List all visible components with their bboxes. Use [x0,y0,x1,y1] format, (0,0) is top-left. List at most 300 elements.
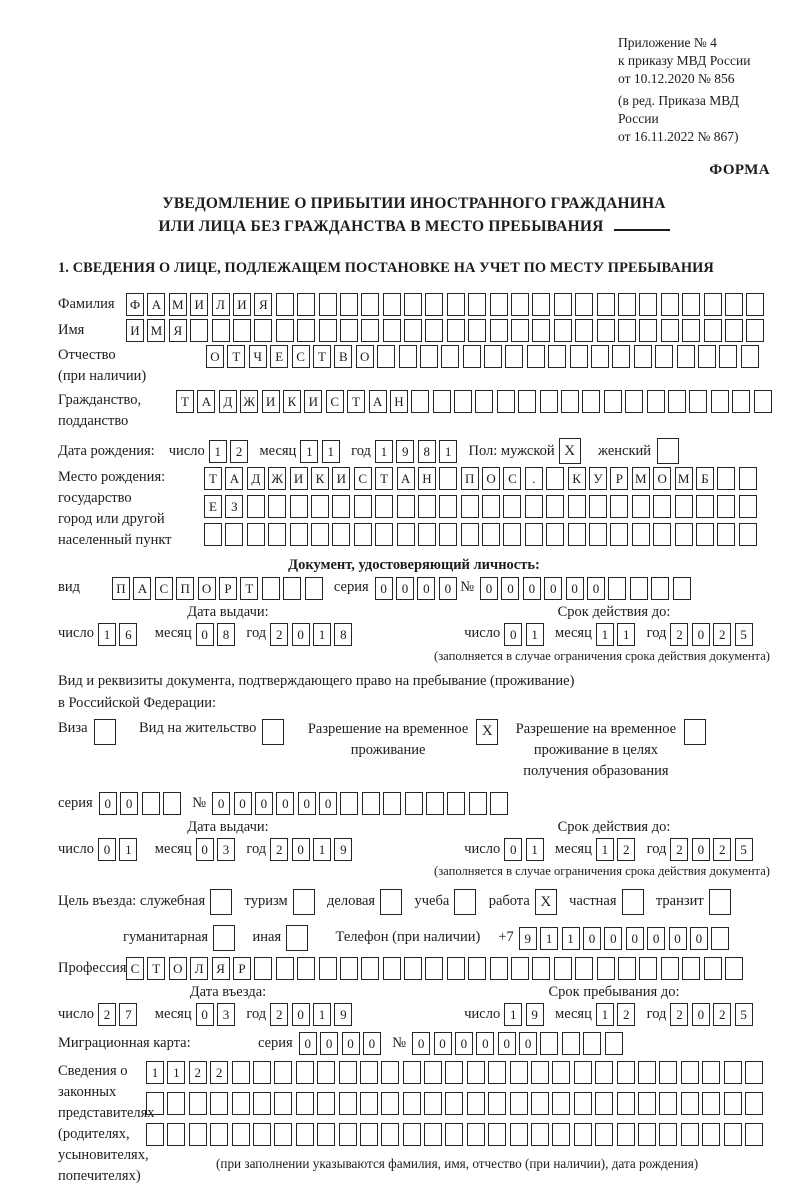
char-box[interactable]: 0 [196,623,214,646]
char-box[interactable]: О [169,957,187,980]
char-box[interactable]: 0 [298,792,316,815]
char-box[interactable]: 0 [480,577,498,600]
char-box[interactable] [610,523,628,546]
char-box[interactable] [657,438,679,464]
char-box[interactable] [146,1092,164,1115]
char-box[interactable] [597,957,615,980]
char-box[interactable]: П [176,577,194,600]
birth-place-row1-boxes[interactable] [204,467,760,490]
char-box[interactable]: Д [219,390,237,413]
work-checkbox[interactable] [535,889,560,915]
char-box[interactable] [283,577,301,600]
char-box[interactable] [510,1092,528,1115]
char-box[interactable]: И [233,293,251,316]
char-box[interactable] [311,523,329,546]
char-box[interactable] [361,319,379,342]
official-checkbox[interactable] [210,889,235,915]
birth-month-boxes[interactable] [300,440,343,463]
char-box[interactable]: З [225,495,243,518]
char-box[interactable] [488,1061,506,1084]
char-box[interactable]: 0 [196,1003,214,1026]
char-box[interactable] [661,319,679,342]
char-box[interactable]: Е [204,495,222,518]
char-box[interactable]: 7 [119,1003,137,1026]
char-box[interactable]: М [147,319,165,342]
char-box[interactable] [622,889,644,915]
char-box[interactable] [439,523,457,546]
char-box[interactable] [746,293,764,316]
stay-year-boxes[interactable] [670,1003,756,1026]
char-box[interactable] [213,925,235,951]
res-issue-month-boxes[interactable] [196,838,239,861]
char-box[interactable]: М [632,467,650,490]
char-box[interactable] [397,523,415,546]
char-box[interactable] [399,345,417,368]
char-box[interactable] [247,495,265,518]
char-box[interactable] [362,792,380,815]
char-box[interactable] [424,1061,442,1084]
char-box[interactable] [597,293,615,316]
char-box[interactable]: 0 [396,577,414,600]
char-box[interactable] [490,293,508,316]
char-box[interactable] [340,293,358,316]
char-box[interactable] [618,319,636,342]
char-box[interactable]: 8 [334,623,352,646]
char-box[interactable] [274,1061,292,1084]
char-box[interactable]: Я [254,293,272,316]
res-seriya-boxes[interactable] [99,792,185,815]
char-box[interactable] [290,523,308,546]
char-box[interactable]: А [147,293,165,316]
birth-place-row2-boxes[interactable] [204,495,760,518]
mig-seriya-boxes[interactable] [299,1032,385,1055]
business-checkbox[interactable] [380,889,405,915]
char-box[interactable] [597,319,615,342]
char-box[interactable] [681,1092,699,1115]
res-valid-year-boxes[interactable] [670,838,756,861]
char-box[interactable] [632,523,650,546]
char-box[interactable] [210,1092,228,1115]
char-box[interactable] [717,523,735,546]
char-box[interactable] [441,345,459,368]
char-box[interactable] [461,495,479,518]
char-box[interactable] [276,319,294,342]
char-box[interactable]: 9 [334,838,352,861]
char-box[interactable] [575,319,593,342]
char-box[interactable]: У [589,467,607,490]
char-box[interactable] [445,1061,463,1084]
char-box[interactable] [468,293,486,316]
char-box[interactable] [454,889,476,915]
char-box[interactable]: 2 [270,1003,288,1026]
entry-year-boxes[interactable] [270,1003,356,1026]
char-box[interactable] [317,1123,335,1146]
char-box[interactable] [293,889,315,915]
char-box[interactable]: К [283,390,301,413]
char-box[interactable] [482,495,500,518]
char-box[interactable] [268,523,286,546]
mig-num-boxes[interactable] [412,1032,626,1055]
char-box[interactable] [532,319,550,342]
char-box[interactable] [468,957,486,980]
char-box[interactable]: А [369,390,387,413]
char-box[interactable] [745,1061,763,1084]
char-box[interactable] [262,577,280,600]
char-box[interactable] [383,957,401,980]
char-box[interactable]: С [155,577,173,600]
char-box[interactable]: 2 [713,1003,731,1026]
char-box[interactable] [210,1123,228,1146]
char-box[interactable] [286,925,308,951]
char-box[interactable]: Б [696,467,714,490]
char-box[interactable] [552,1123,570,1146]
char-box[interactable]: 1 [596,623,614,646]
char-box[interactable]: С [503,467,521,490]
char-box[interactable]: Е [270,345,288,368]
char-box[interactable] [454,390,472,413]
char-box[interactable] [297,293,315,316]
stay-month-boxes[interactable] [596,1003,639,1026]
id-issue-year-boxes[interactable] [270,623,356,646]
char-box[interactable]: 0 [476,1032,494,1055]
id-valid-year-boxes[interactable] [670,623,756,646]
char-box[interactable] [595,1061,613,1084]
char-box[interactable] [497,390,515,413]
id-seriya-boxes[interactable] [375,577,461,600]
char-box[interactable] [511,319,529,342]
char-box[interactable] [630,577,648,600]
char-box[interactable]: X [535,889,557,915]
char-box[interactable] [463,345,481,368]
char-box[interactable]: Ж [268,467,286,490]
char-box[interactable]: 1 [119,838,137,861]
char-box[interactable] [447,319,465,342]
birth-day-boxes[interactable] [209,440,252,463]
char-box[interactable]: 2 [270,623,288,646]
char-box[interactable] [552,1061,570,1084]
temp-permit-checkbox[interactable] [476,719,501,745]
char-box[interactable] [433,390,451,413]
char-box[interactable] [574,1092,592,1115]
char-box[interactable] [574,1123,592,1146]
char-box[interactable] [568,523,586,546]
char-box[interactable] [554,319,572,342]
phone-boxes[interactable] [519,927,733,950]
char-box[interactable] [447,957,465,980]
char-box[interactable] [719,345,737,368]
char-box[interactable] [724,1123,742,1146]
entry-day-boxes[interactable] [98,1003,141,1026]
char-box[interactable] [568,495,586,518]
char-box[interactable] [404,293,422,316]
char-box[interactable]: 1 [98,623,116,646]
stay-day-boxes[interactable] [504,1003,547,1026]
char-box[interactable]: 0 [319,792,337,815]
char-box[interactable]: . [525,467,543,490]
char-box[interactable]: 5 [735,838,753,861]
char-box[interactable]: С [126,957,144,980]
char-box[interactable] [425,319,443,342]
char-box[interactable] [583,1032,601,1055]
char-box[interactable] [445,1092,463,1115]
char-box[interactable] [439,467,457,490]
char-box[interactable]: 0 [255,792,273,815]
char-box[interactable]: А [133,577,151,600]
char-box[interactable] [675,523,693,546]
char-box[interactable] [360,1061,378,1084]
char-box[interactable] [532,293,550,316]
char-box[interactable] [570,345,588,368]
char-box[interactable] [681,1123,699,1146]
char-box[interactable]: 0 [501,577,519,600]
char-box[interactable]: Т [313,345,331,368]
char-box[interactable] [381,1123,399,1146]
char-box[interactable]: Р [219,577,237,600]
res-issue-year-boxes[interactable] [270,838,356,861]
char-box[interactable]: В [334,345,352,368]
char-box[interactable]: 0 [690,927,708,950]
char-box[interactable]: 1 [596,1003,614,1026]
char-box[interactable] [546,495,564,518]
char-box[interactable]: 8 [217,623,235,646]
char-box[interactable] [618,293,636,316]
id-vid-boxes[interactable] [112,577,326,600]
char-box[interactable]: 1 [300,440,318,463]
char-box[interactable] [754,390,772,413]
char-box[interactable] [639,319,657,342]
citizenship-boxes[interactable] [176,390,775,413]
char-box[interactable] [426,792,444,815]
char-box[interactable] [511,293,529,316]
char-box[interactable] [488,1123,506,1146]
char-box[interactable]: 0 [692,838,710,861]
char-box[interactable]: 2 [617,838,635,861]
char-box[interactable] [403,1061,421,1084]
char-box[interactable]: Т [375,467,393,490]
char-box[interactable]: Р [610,467,628,490]
char-box[interactable] [340,792,358,815]
char-box[interactable] [532,957,550,980]
char-box[interactable]: Т [147,957,165,980]
char-box[interactable]: 0 [234,792,252,815]
char-box[interactable] [741,345,759,368]
other-checkbox[interactable] [286,925,311,951]
char-box[interactable]: 2 [189,1061,207,1084]
id-valid-month-boxes[interactable] [596,623,639,646]
char-box[interactable] [361,293,379,316]
char-box[interactable] [319,293,337,316]
char-box[interactable]: 1 [540,927,558,950]
char-box[interactable]: 3 [217,838,235,861]
char-box[interactable]: М [675,467,693,490]
char-box[interactable]: К [311,467,329,490]
char-box[interactable] [711,927,729,950]
char-box[interactable] [531,1092,549,1115]
char-box[interactable] [420,345,438,368]
char-box[interactable] [447,792,465,815]
char-box[interactable]: 2 [270,838,288,861]
char-box[interactable] [403,1123,421,1146]
char-box[interactable] [510,1123,528,1146]
char-box[interactable] [546,467,564,490]
char-box[interactable]: Т [176,390,194,413]
char-box[interactable] [682,957,700,980]
char-box[interactable]: И [262,390,280,413]
char-box[interactable]: 1 [596,838,614,861]
tourism-checkbox[interactable] [293,889,318,915]
char-box[interactable] [696,523,714,546]
birth-place-row3-boxes[interactable] [204,523,760,546]
char-box[interactable]: 0 [519,1032,537,1055]
profession-boxes[interactable] [126,957,746,980]
char-box[interactable] [632,495,650,518]
char-box[interactable]: 0 [583,927,601,950]
char-box[interactable]: 9 [396,440,414,463]
char-box[interactable] [340,957,358,980]
char-box[interactable] [332,523,350,546]
char-box[interactable] [225,523,243,546]
char-box[interactable]: П [112,577,130,600]
char-box[interactable] [561,390,579,413]
char-box[interactable]: Р [233,957,251,980]
char-box[interactable] [651,577,669,600]
char-box[interactable]: Т [240,577,258,600]
char-box[interactable] [525,495,543,518]
char-box[interactable] [445,1123,463,1146]
char-box[interactable] [527,345,545,368]
char-box[interactable] [404,319,422,342]
char-box[interactable] [548,345,566,368]
char-box[interactable] [305,577,323,600]
char-box[interactable] [746,319,764,342]
char-box[interactable]: 0 [669,927,687,950]
char-box[interactable] [482,523,500,546]
char-box[interactable] [659,1061,677,1084]
char-box[interactable]: 2 [98,1003,116,1026]
char-box[interactable] [253,1123,271,1146]
char-box[interactable]: 1 [146,1061,164,1084]
char-box[interactable] [582,390,600,413]
char-box[interactable] [232,1092,250,1115]
char-box[interactable] [418,495,436,518]
char-box[interactable] [469,792,487,815]
char-box[interactable] [254,319,272,342]
char-box[interactable] [745,1123,763,1146]
rep-row3-boxes[interactable] [146,1123,766,1146]
entry-month-boxes[interactable] [196,1003,239,1026]
char-box[interactable] [490,957,508,980]
char-box[interactable]: 0 [434,1032,452,1055]
char-box[interactable] [375,495,393,518]
id-issue-day-boxes[interactable] [98,623,141,646]
char-box[interactable] [354,523,372,546]
char-box[interactable]: 0 [292,623,310,646]
char-box[interactable]: Л [212,293,230,316]
char-box[interactable] [94,719,116,745]
private-checkbox[interactable] [622,889,647,915]
id-issue-month-boxes[interactable] [196,623,239,646]
char-box[interactable] [377,345,395,368]
birth-year-boxes[interactable] [375,440,461,463]
char-box[interactable] [682,293,700,316]
char-box[interactable] [724,1061,742,1084]
char-box[interactable] [146,1123,164,1146]
char-box[interactable] [634,345,652,368]
char-box[interactable] [647,390,665,413]
char-box[interactable] [739,467,757,490]
char-box[interactable] [739,495,757,518]
char-box[interactable] [661,957,679,980]
char-box[interactable] [595,1092,613,1115]
transit-checkbox[interactable] [709,889,734,915]
char-box[interactable] [653,523,671,546]
char-box[interactable]: 0 [504,838,522,861]
char-box[interactable]: 0 [196,838,214,861]
char-box[interactable] [361,957,379,980]
char-box[interactable]: А [197,390,215,413]
char-box[interactable]: 0 [276,792,294,815]
char-box[interactable] [340,319,358,342]
char-box[interactable] [163,792,181,815]
char-box[interactable] [317,1092,335,1115]
char-box[interactable] [319,319,337,342]
char-box[interactable]: 2 [617,1003,635,1026]
char-box[interactable]: 1 [167,1061,185,1084]
res-issue-day-boxes[interactable] [98,838,141,861]
char-box[interactable]: 0 [692,1003,710,1026]
char-box[interactable]: 8 [418,440,436,463]
char-box[interactable] [296,1061,314,1084]
char-box[interactable]: 0 [412,1032,430,1055]
char-box[interactable] [540,1032,558,1055]
char-box[interactable] [702,1061,720,1084]
char-box[interactable] [418,523,436,546]
char-box[interactable] [332,495,350,518]
char-box[interactable]: 2 [210,1061,228,1084]
char-box[interactable] [668,390,686,413]
char-box[interactable] [403,1092,421,1115]
char-box[interactable] [467,1061,485,1084]
char-box[interactable] [554,293,572,316]
char-box[interactable]: 0 [292,1003,310,1026]
char-box[interactable] [745,1092,763,1115]
char-box[interactable]: Я [169,319,187,342]
char-box[interactable] [232,1123,250,1146]
char-box[interactable] [247,523,265,546]
char-box[interactable]: 1 [313,1003,331,1026]
char-box[interactable]: Н [390,390,408,413]
char-box[interactable] [546,523,564,546]
char-box[interactable]: И [332,467,350,490]
char-box[interactable]: 1 [562,927,580,950]
char-box[interactable]: 9 [334,1003,352,1026]
char-box[interactable] [554,957,572,980]
char-box[interactable] [575,957,593,980]
rep-row2-boxes[interactable] [146,1092,766,1115]
sex-female-checkbox[interactable] [657,438,682,464]
char-box[interactable]: 0 [498,1032,516,1055]
char-box[interactable]: 0 [439,577,457,600]
char-box[interactable]: 0 [626,927,644,950]
char-box[interactable] [190,319,208,342]
char-box[interactable] [552,1092,570,1115]
char-box[interactable]: 2 [670,838,688,861]
char-box[interactable] [725,293,743,316]
char-box[interactable] [675,495,693,518]
char-box[interactable] [677,345,695,368]
char-box[interactable]: 1 [322,440,340,463]
char-box[interactable] [702,1092,720,1115]
